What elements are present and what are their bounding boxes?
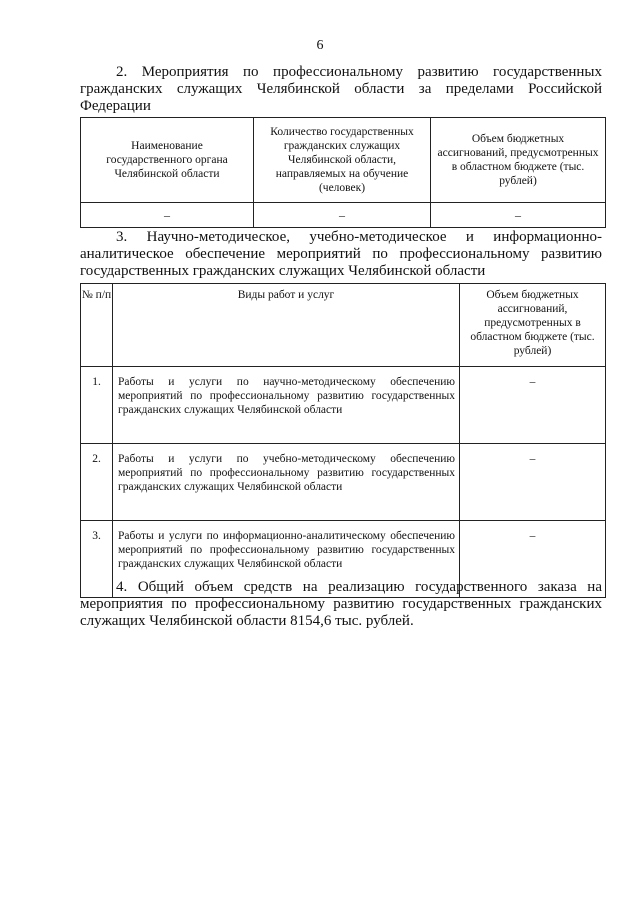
- table-row: [81, 367, 606, 444]
- header-agency-name: Наименование государственного органа Челябинской области: [81, 118, 254, 203]
- row-description: Работы и услуги по учебно-методическому обеспечению мероприятий по профессиональному развитию государственных гражданских служащих Челябинской области: [113, 444, 460, 521]
- table-header-row: [81, 118, 606, 203]
- page-number: 6: [316, 38, 324, 53]
- header-work-types: Виды работ и услуг: [113, 284, 460, 367]
- table-row: [81, 444, 606, 521]
- row-budget: –: [460, 521, 606, 598]
- cell-employee-count: –: [254, 203, 431, 228]
- section-4-total: 4. Общий объем средств на реализацию государственного заказа на мероприятия по профессиональному развитию государственных гражданских служащих Челябинской области 8154,6 тыс. рублей.: [80, 579, 602, 629]
- table-header-row: [81, 284, 606, 367]
- cell-agency-name: –: [81, 203, 254, 228]
- header-budget: Объем бюджетных ассигнований, предусмотренных в областном бюджете (тыс. рублей): [431, 118, 606, 203]
- row-description: Работы и услуги по информационно-аналитическому обеспечению мероприятий по профессиональному развитию государственных гражданских служащих Челябинской области: [113, 521, 460, 598]
- header-number: № п/п: [81, 284, 113, 367]
- cell-budget: –: [431, 203, 606, 228]
- row-number: 2.: [81, 444, 113, 521]
- foreign-training-table: [80, 117, 606, 228]
- header-employee-count: Количество государственных гражданских служащих Челябинской области, направляемых на обучение (человек): [254, 118, 431, 203]
- row-budget: –: [460, 444, 606, 521]
- row-description: Работы и услуги по научно-методическому обеспечению мероприятий по профессиональному развитию государственных гражданских служащих Челябинской области: [113, 367, 460, 444]
- methodical-support-table: [80, 283, 606, 598]
- section-2-heading: 2. Мероприятия по профессиональному развитию государственных гражданских служащих Челябинской области за пределами Российской Федерации: [80, 64, 602, 114]
- row-budget: –: [460, 367, 606, 444]
- header-budget: Объем бюджетных ассигнований, предусмотренных в областном бюджете (тыс. рублей): [460, 284, 606, 367]
- row-number: 3.: [81, 521, 113, 598]
- table-row: [81, 203, 606, 228]
- section-3-heading: 3. Научно-методическое, учебно-методическое и информационно-аналитическое обеспечение мероприятий по профессиональному развитию государственных гражданских служащих Челябинской области: [80, 229, 602, 279]
- row-number: 1.: [81, 367, 113, 444]
